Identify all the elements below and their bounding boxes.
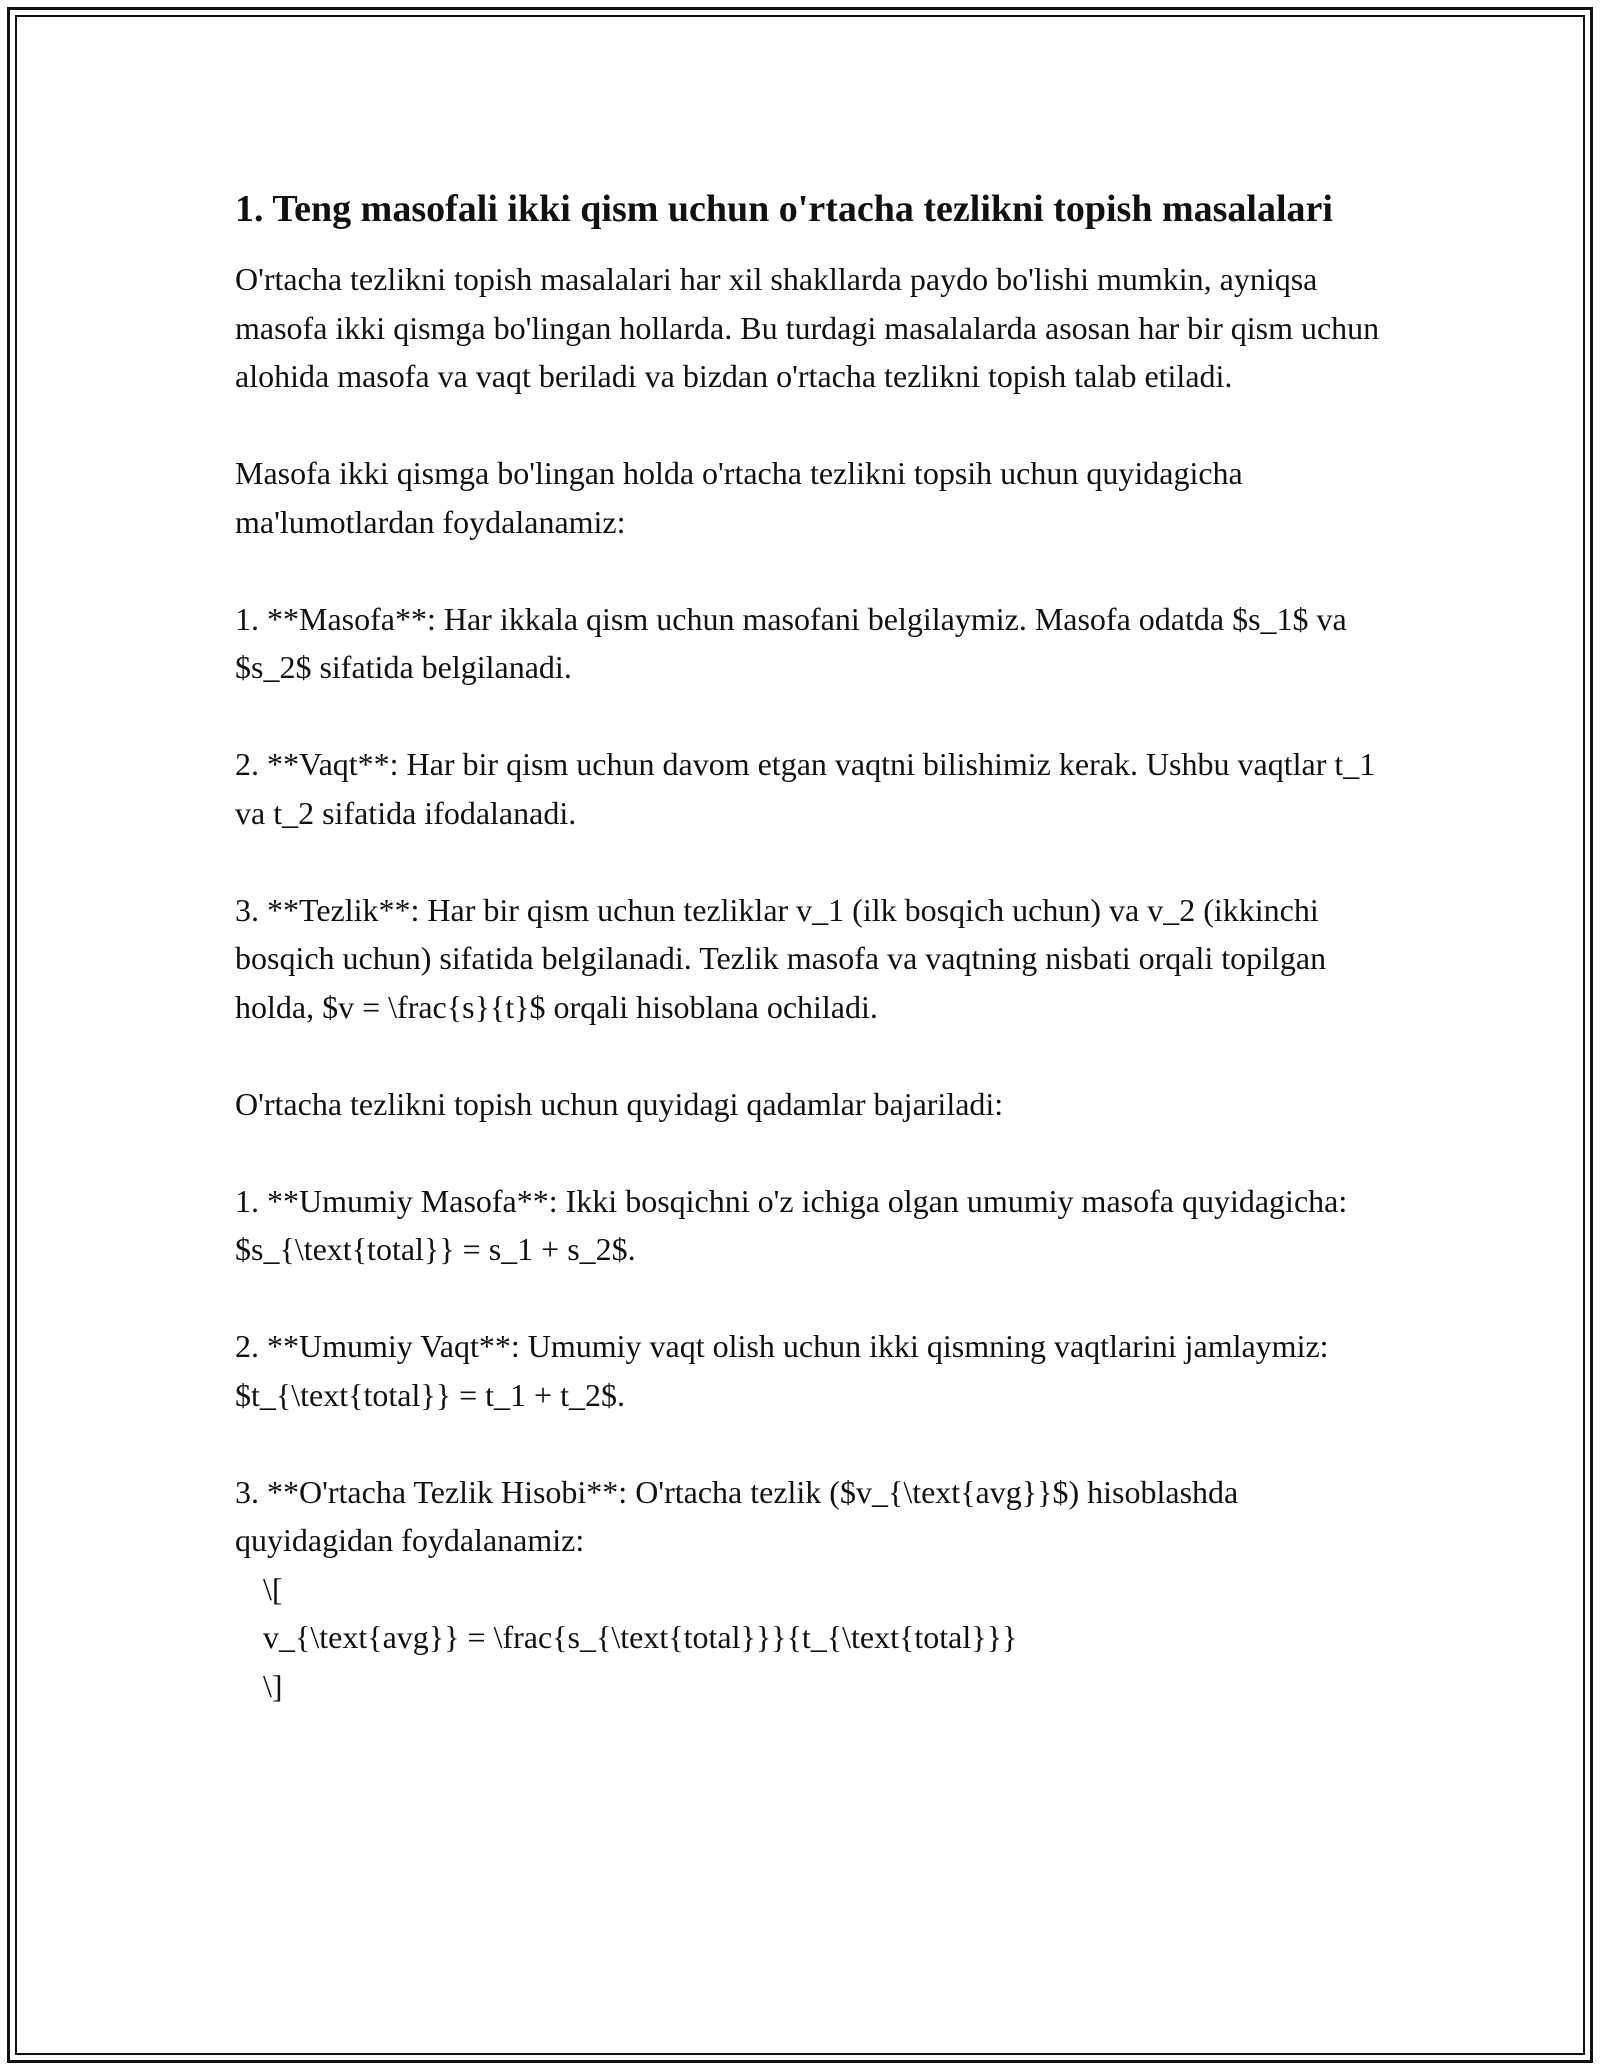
math-close-delimiter: \] <box>263 1667 283 1704</box>
data-intro-paragraph: Masofa ikki qismga bo'lingan holda o'rtacha tezlikni topsih uchun quyidagicha ma'lumotlardan foydalanamiz: <box>235 455 1243 540</box>
list-item-distance: 1. **Masofa**: Har ikkala qism uchun masofani belgilaymiz. Masofa odatda $s_1$ va $s_2$ sifatida belgilanadi. <box>235 600 1347 685</box>
list-item-speed: 3. **Tezlik**: Har bir qism uchun tezliklar v_1 (ilk bosqich uchun) va v_2 (ikkinchi bosqich uchun) sifatida belgilanadi. Tezlik masofa va vaqtning nisbati orqali topilgan holda, $v = \frac{s}{t}$ orqali hisoblana ochiladi. <box>235 891 1327 1025</box>
list-item-time: 2. **Vaqt**: Har bir qism uchun davom etgan vaqtni bilishimiz kerak. Ushbu vaqtlar t_1 va t_2 sifatida ifodalanadi. <box>235 746 1376 831</box>
math-formula: v_{\text{avg}} = \frac{s_{\text{total}}}{t_{\text{total}}} <box>263 1619 1018 1655</box>
document-body <box>235 182 1385 1710</box>
steps-intro-paragraph: O'rtacha tezlikni topish uchun quyidagi qadamlar bajariladi: <box>235 1085 1004 1122</box>
step-total-time: 2. **Umumiy Vaqt**: Umumiy vaqt olish uchun ikki qismning vaqtlarini jamlaymiz: $t_{\text{total}} = t_1 + t_2$. <box>235 1328 1329 1413</box>
math-open-delimiter: \[ <box>263 1570 283 1607</box>
math-block <box>235 1565 1385 1711</box>
document-title: 1. Teng masofali ikki qism uchun o'rtacha tezlikni topish masalalari <box>235 188 1333 230</box>
step-average-speed: 3. **O'rtacha Tezlik Hisobi**: O'rtacha tezlik ($v_{\text{avg}}$) hisoblashda quyidagidan foydalanamiz: <box>235 1473 1239 1558</box>
step-total-distance: 1. **Umumiy Masofa**: Ikki bosqichni o'z ichiga olgan umumiy masofa quyidagicha: $s_{\text{total}} = s_1 + s_2$. <box>235 1182 1348 1267</box>
intro-paragraph: O'rtacha tezlikni topish masalalari har xil shakllarda paydo bo'lishi mumkin, ayniqsa masofa ikki qismga bo'lingan hollarda. Bu turdagi masalalarda asosan har bir qism uchun alohida masofa va vaqt beriladi va bizdan o'rtacha tezlikni topish talab etiladi. <box>235 261 1380 394</box>
